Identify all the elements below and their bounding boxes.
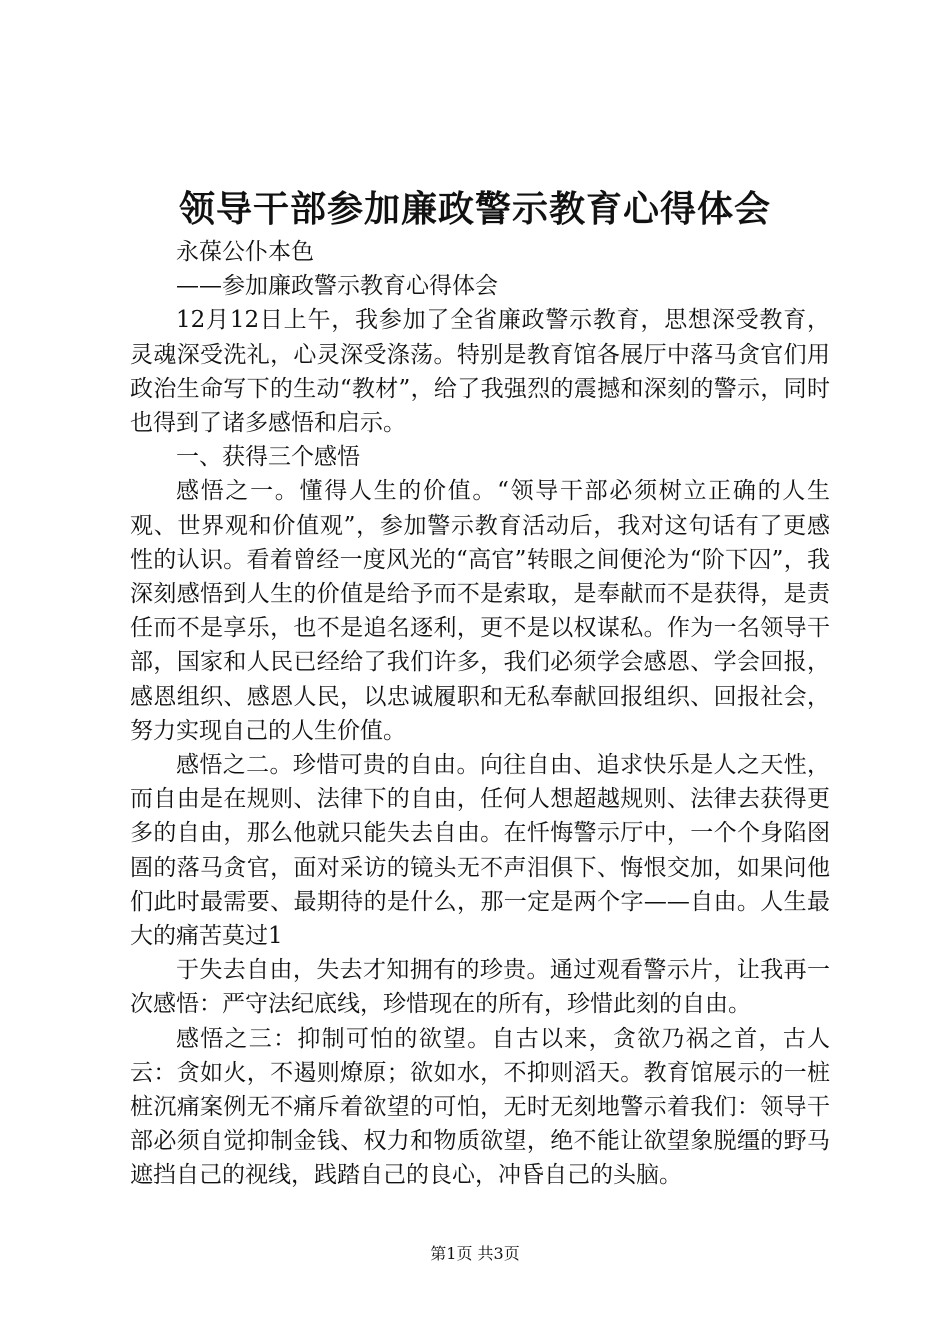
document-body: [130, 235, 830, 1193]
paragraph-insight-2: 感悟之二。珍惜可贵的自由。向往自由、追求快乐是人之天性，而自由是在规则、法律下的自由，任何人想超越规则、法律去获得更多的自由，那么他就只能失去自由。在忏悔警示厅中，一个个身陷囹圄的落马贪官，面对采访的镜头无不声泪俱下、悔恨交加，如果问他们此时最需要、最期待的是什么，那一定是两个字——自由。人生最大的痛苦莫过1: [130, 752, 830, 950]
document-title: 领导干部参加廉政警示教育心得体会: [178, 188, 771, 230]
section-heading: 一、获得三个感悟: [176, 444, 360, 471]
subtitle: 永葆公仆本色: [176, 239, 314, 265]
paragraph-insight-2-continued: 于失去自由，失去才知拥有的珍贵。通过观看警示片，让我再一次感悟：严守法纪底线，珍惜现在的所有，珍惜此刻的自由。: [130, 957, 830, 1018]
paragraph-insight-1: 感悟之一。懂得人生的价值。“领导干部必须树立正确的人生观、世界观和价值观”，参加警示教育活动后，我对这句话有了更感性的认识。看着曾经一度风光的“高官”转眼之间便沦为“阶下囚”，我深刻感悟到人生的价值是给予而不是索取，是奉献而不是获得，是责任而不是享乐，也不是追名逐利，更不是以权谋私。作为一名领导干部，国家和人民已经给了我们许多，我们必须学会感恩、学会回报，感恩组织、感恩人民，以忠诚履职和无私奉献回报组织、回报社会，努力实现自己的人生价值。: [130, 478, 830, 744]
page-footer: 第1页 共3页: [430, 1244, 520, 1263]
subtitle-dash-line: ——参加廉政警示教育心得体会: [176, 273, 498, 300]
paragraph-intro: 12月12日上午，我参加了全省廉政警示教育，思想深受教育，灵魂深受洗礼，心灵深受涤荡。特别是教育馆各展厅中落马贪官们用政治生命写下的生动“教材”，给了我强烈的震撼和深刻的警示，同时也得到了诸多感悟和启示。: [130, 307, 830, 437]
paragraph-insight-3: 感悟之三：抑制可怕的欲望。自古以来，贪欲乃祸之首，古人云：贪如火，不遏则燎原；欲如水，不抑则滔天。教育馆展示的一桩桩沉痛案例无不痛斥着欲望的可怕，无时无刻地警示着我们：领导干部必须自觉抑制金钱、权力和物质欲望，绝不能让欲望象脱缰的野马遮挡自己的视线，践踏自己的良心，冲昏自己的头脑。: [130, 1025, 830, 1189]
